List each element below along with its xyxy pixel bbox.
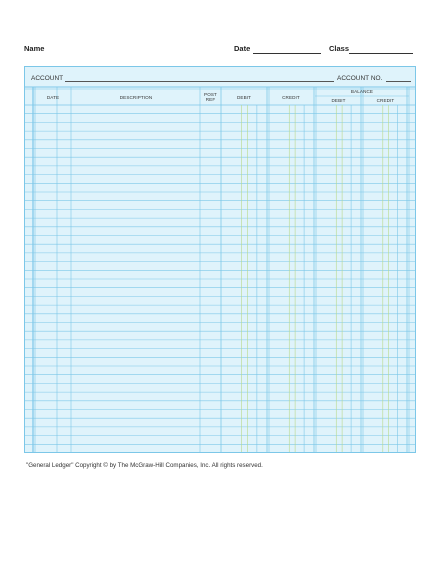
column-header-description: DESCRIPTION xyxy=(119,95,153,100)
class-field[interactable] xyxy=(349,53,413,54)
column-header-credit: CREDIT xyxy=(282,95,300,100)
post-ref-line1: POST xyxy=(204,92,217,97)
ledger-rule-lines xyxy=(25,87,415,452)
column-header-balance-credit: CREDIT xyxy=(376,98,395,103)
class-label: Class xyxy=(329,44,350,53)
general-ledger-sheet xyxy=(24,66,416,453)
copyright-notice: "General Ledger" Copyright © by The McGraw-Hill Companies, Inc. All rights reserved. xyxy=(26,462,263,469)
column-header-balance-debit: DEBIT xyxy=(331,98,346,103)
form-header xyxy=(24,44,416,56)
column-header-date: DATE xyxy=(46,95,60,100)
date-label: Date xyxy=(234,44,251,53)
date-field[interactable] xyxy=(253,53,321,54)
account-no-label: ACCOUNT NO. xyxy=(337,75,383,82)
column-header-balance: BALANCE xyxy=(350,89,374,94)
name-label: Name xyxy=(24,44,45,53)
post-ref-line2: REF xyxy=(205,97,216,102)
ledger-grid xyxy=(25,67,417,454)
column-header-debit: DEBIT xyxy=(236,95,252,100)
column-header-post-ref xyxy=(200,92,221,102)
account-label: ACCOUNT xyxy=(31,75,64,82)
